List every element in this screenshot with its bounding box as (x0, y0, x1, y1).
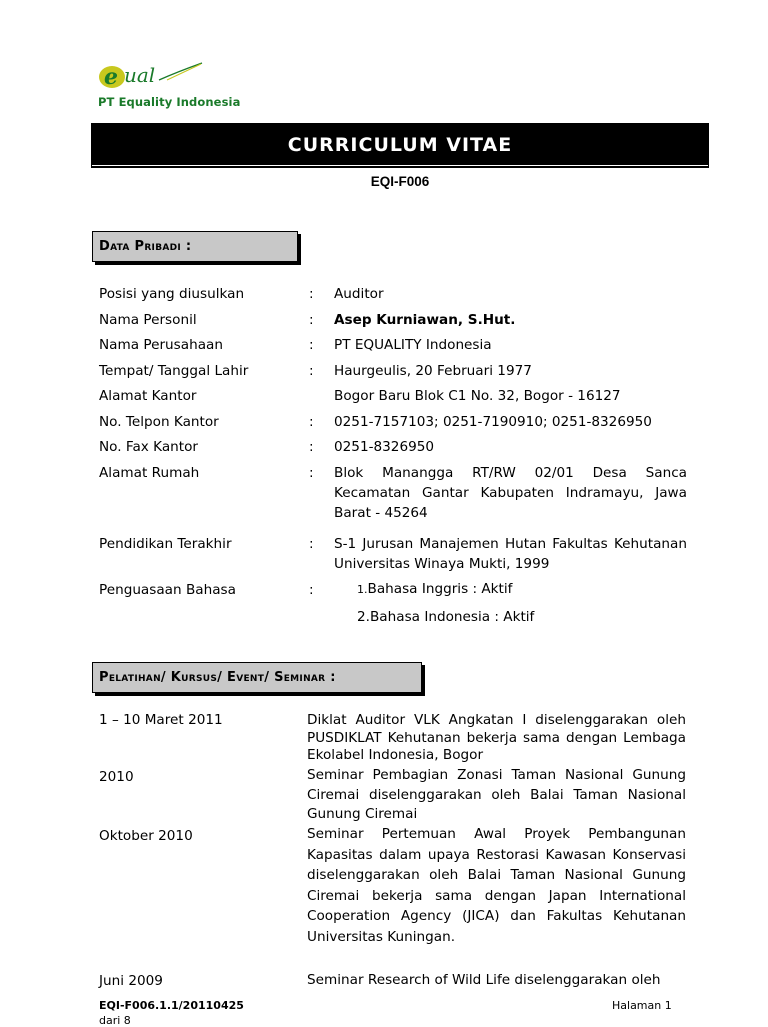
field-label: Tempat/ Tanggal Lahir (99, 363, 249, 379)
footer-doc-code: EQI-F006.1.1/20110425 (99, 999, 244, 1012)
svg-text:e: e (104, 64, 118, 90)
field-colon: : (309, 582, 314, 598)
language-item (357, 581, 512, 597)
field-value: 0251-7157103; 0251-7190910; 0251-8326950 (334, 414, 652, 430)
language-number: 2. (357, 609, 370, 625)
field-value: Auditor (334, 286, 384, 302)
footer-page-number: Halaman 1 (612, 999, 672, 1012)
field-value: Asep Kurniawan, S.Hut. (334, 312, 516, 328)
equal-logo-mark (97, 60, 237, 100)
field-colon: : (309, 536, 314, 552)
section-heading-personal: Data Pribadi : (92, 231, 298, 262)
language-item (357, 609, 534, 625)
footer-page-total: dari 8 (99, 1014, 131, 1027)
field-colon: : (309, 439, 314, 455)
training-description: Seminar Pertemuan Awal Proyek Pembangunan Kapasitas dalam upaya Restorasi Kawasan Konservasi diselenggarakan oleh Balai Taman Nasional Gunung Ciremai bekerja sama dengan Japan International Cooperation Agency (JICA) dan Fakultas Kehutanan Universitas Kuningan. (307, 826, 686, 945)
page-title: CURRICULUM VITAE (287, 133, 513, 156)
section-heading-training: Pelatihan/ Kursus/ Event/ Seminar : (92, 662, 422, 693)
field-colon: : (309, 286, 314, 302)
training-date: 1 – 10 Maret 2011 (99, 712, 223, 728)
language-number: 1. (357, 583, 368, 596)
field-value: Haurgeulis, 20 Februari 1977 (334, 363, 532, 379)
training-date: Juni 2009 (99, 973, 163, 989)
field-colon: : (309, 465, 314, 481)
field-label: Penguasaan Bahasa (99, 582, 236, 598)
field-label: No. Telpon Kantor (99, 414, 219, 430)
training-description: Seminar Research of Wild Life diselenggarakan oleh (307, 972, 661, 988)
training-description: Diklat Auditor VLK Angkatan I diselenggarakan oleh PUSDIKLAT Kehutanan bekerja sama dengan Lembaga Ekolabel Indonesia, Bogor (307, 712, 686, 763)
field-value: 0251-8326950 (334, 439, 435, 455)
company-name: PT Equality Indonesia (98, 95, 241, 109)
field-label: Nama Personil (99, 312, 197, 328)
language-text: Bahasa Indonesia : Aktif (369, 609, 535, 625)
field-colon: : (309, 414, 314, 430)
field-label: No. Fax Kantor (99, 439, 199, 455)
language-text: Bahasa Inggris : Aktif (367, 581, 513, 597)
field-label: Posisi yang diusulkan (99, 286, 245, 302)
field-label: Nama Perusahaan (99, 337, 223, 353)
doc-code: EQI-F006 (370, 174, 430, 189)
banner-underline (92, 166, 708, 167)
training-date: Oktober 2010 (99, 828, 193, 844)
field-label: Alamat Kantor (99, 388, 197, 404)
svg-text:ual: ual (124, 63, 156, 87)
training-date: 2010 (99, 769, 134, 785)
field-value: Bogor Baru Blok C1 No. 32, Bogor - 16127 (334, 388, 621, 404)
field-colon: : (309, 312, 314, 328)
field-value: Blok Manangga RT/RW 02/01 Desa Sanca Kecamatan Gantar Kabupaten Indramayu, Jawa Barat - 45264 (334, 465, 687, 521)
field-label: Pendidikan Terakhir (99, 536, 232, 552)
field-colon: : (309, 337, 314, 353)
field-colon: : (309, 363, 314, 379)
field-value: PT EQUALITY Indonesia (334, 337, 492, 353)
field-label: Alamat Rumah (99, 465, 200, 481)
training-description: Seminar Pembagian Zonasi Taman Nasional Gunung Ciremai diselenggarakan oleh Balai Taman Nasional Gunung Ciremai (307, 767, 686, 822)
field-value: S-1 Jurusan Manajemen Hutan Fakultas Kehutanan Universitas Winaya Mukti, 1999 (334, 536, 687, 572)
